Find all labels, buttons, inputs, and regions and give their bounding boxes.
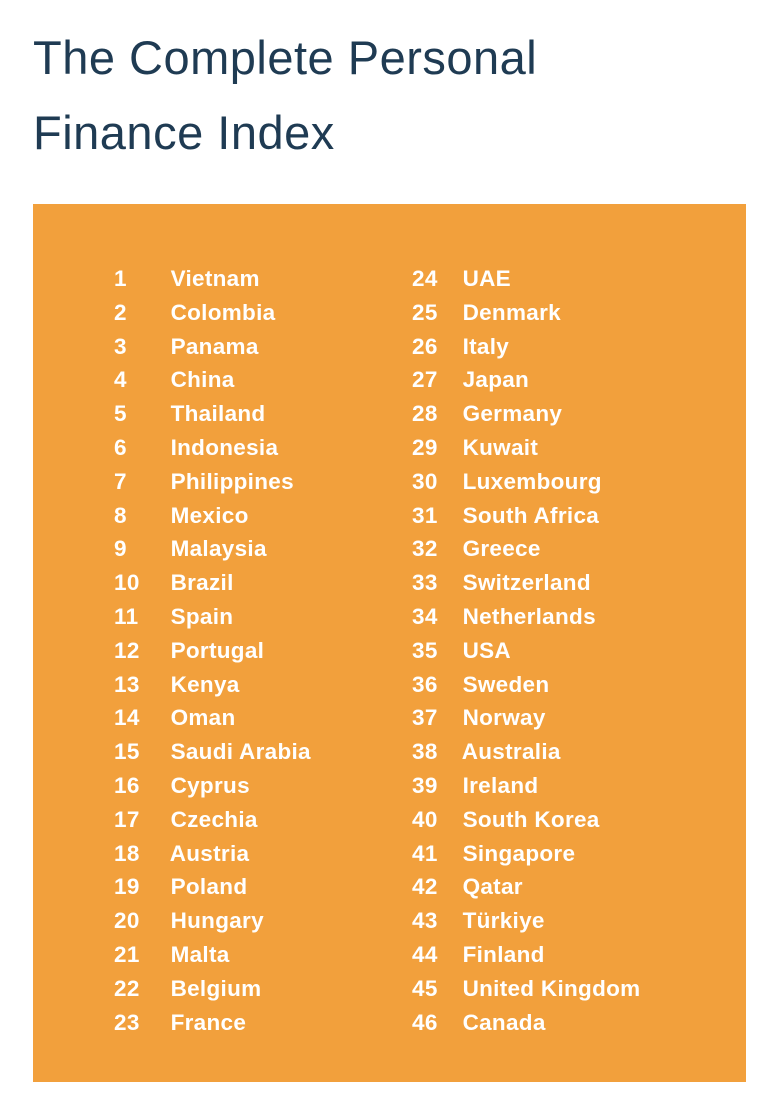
country-name: Poland — [170, 874, 248, 900]
rank-number: 14 — [114, 705, 140, 731]
rank-number: 6 — [114, 434, 127, 460]
rank-number: 23 — [114, 1009, 140, 1035]
list-item — [412, 803, 746, 837]
list-item — [114, 600, 412, 634]
country-name: Greece — [462, 536, 541, 562]
country-name: Australia — [461, 739, 561, 765]
country-name: Türkiye — [462, 908, 545, 934]
country-name: Mexico — [170, 502, 249, 528]
page-title-line-2: Finance Index — [33, 106, 335, 159]
country-name: Austria — [169, 840, 250, 866]
rank-number: 26 — [412, 333, 438, 359]
rank-number: 12 — [114, 637, 140, 663]
list-item — [412, 668, 746, 702]
list-item — [412, 363, 746, 397]
country-name: Italy — [462, 333, 510, 359]
list-item — [114, 1006, 412, 1040]
country-name: Germany — [462, 401, 563, 427]
country-name: China — [170, 367, 235, 393]
country-name: Thailand — [170, 401, 266, 427]
rank-number: 5 — [114, 401, 127, 427]
rank-number: 21 — [114, 941, 140, 967]
country-name: Saudi Arabia — [170, 739, 311, 765]
list-item — [412, 735, 746, 769]
list-item — [114, 634, 412, 668]
rank-number: 8 — [114, 502, 127, 528]
list-item — [412, 634, 746, 668]
list-item — [114, 465, 412, 499]
country-name: Japan — [462, 367, 530, 393]
list-item — [114, 330, 412, 364]
country-name: Colombia — [170, 299, 276, 325]
country-name: Philippines — [170, 468, 294, 494]
list-item — [114, 837, 412, 871]
list-item — [412, 701, 746, 735]
ranking-column-right — [412, 262, 746, 1082]
country-name: Hungary — [170, 908, 264, 934]
list-item — [412, 566, 746, 600]
rank-number: 19 — [114, 874, 140, 900]
list-item — [412, 769, 746, 803]
list-item — [114, 363, 412, 397]
page-title — [33, 20, 780, 170]
country-name: Indonesia — [170, 434, 279, 460]
list-item — [412, 499, 746, 533]
rank-number: 20 — [114, 908, 140, 934]
country-name: Finland — [462, 941, 545, 967]
list-item — [114, 803, 412, 837]
rank-number: 32 — [412, 536, 438, 562]
rank-number: 15 — [114, 739, 140, 765]
country-name: South Africa — [462, 502, 600, 528]
rank-number: 33 — [412, 570, 438, 596]
rank-number: 35 — [412, 637, 438, 663]
rank-number: 41 — [412, 840, 438, 866]
list-item — [412, 397, 746, 431]
country-name: Malaysia — [170, 536, 267, 562]
country-name: Switzerland — [462, 570, 591, 596]
rank-number: 42 — [412, 874, 438, 900]
rank-number: 24 — [412, 266, 438, 291]
list-item — [114, 938, 412, 972]
country-name: Norway — [462, 705, 546, 731]
country-name: Cyprus — [170, 772, 250, 798]
rank-number: 40 — [412, 806, 438, 832]
country-name: United Kingdom — [462, 975, 641, 1001]
page-title-line-1: The Complete Personal — [33, 31, 538, 84]
rank-number: 3 — [114, 333, 127, 359]
country-name: France — [170, 1009, 247, 1035]
list-item — [412, 532, 746, 566]
list-item — [412, 870, 746, 904]
rank-number: 25 — [412, 299, 438, 325]
country-name: Panama — [170, 333, 259, 359]
list-item — [412, 938, 746, 972]
country-name: USA — [462, 637, 511, 663]
rank-number: 38 — [412, 739, 438, 765]
country-name: Belgium — [170, 975, 262, 1001]
rank-number: 36 — [412, 671, 438, 697]
list-item — [114, 769, 412, 803]
country-name: Czechia — [170, 806, 258, 832]
list-item — [412, 330, 746, 364]
country-name: Luxembourg — [462, 468, 602, 494]
ranking-panel — [33, 204, 746, 1082]
country-name: Canada — [462, 1009, 546, 1035]
list-item — [114, 499, 412, 533]
rank-number: 29 — [412, 434, 438, 460]
country-name: Vietnam — [170, 266, 260, 291]
country-name: Kenya — [170, 671, 240, 697]
country-name: Netherlands — [462, 603, 596, 629]
country-name: Portugal — [170, 637, 265, 663]
list-item — [114, 262, 412, 296]
list-item — [114, 870, 412, 904]
list-item — [114, 701, 412, 735]
list-item — [114, 668, 412, 702]
rank-number: 44 — [412, 941, 438, 967]
rank-number: 7 — [114, 468, 127, 494]
list-item — [412, 262, 746, 296]
country-name: Malta — [170, 941, 230, 967]
list-item — [412, 1006, 746, 1040]
country-name: Oman — [170, 705, 236, 731]
list-item — [114, 532, 412, 566]
country-name: Qatar — [462, 874, 523, 900]
list-item — [114, 735, 412, 769]
country-name: Brazil — [170, 570, 234, 596]
country-name: Ireland — [462, 772, 539, 798]
country-name: UAE — [462, 266, 511, 291]
rank-number: 30 — [412, 468, 438, 494]
rank-number: 39 — [412, 772, 438, 798]
rank-number: 16 — [114, 772, 140, 798]
list-item — [412, 600, 746, 634]
country-name: Sweden — [462, 671, 550, 697]
list-item — [114, 296, 412, 330]
list-item — [412, 296, 746, 330]
list-item — [412, 972, 746, 1006]
list-item — [114, 904, 412, 938]
rank-number: 45 — [412, 975, 438, 1001]
rank-number: 46 — [412, 1009, 438, 1035]
list-item — [412, 837, 746, 871]
rank-number: 31 — [412, 502, 438, 528]
list-item — [114, 431, 412, 465]
rank-number: 2 — [114, 299, 127, 325]
rank-number: 22 — [114, 975, 140, 1001]
ranking-column-left — [33, 262, 412, 1082]
rank-number: 11 — [114, 603, 139, 629]
country-name: Spain — [170, 603, 234, 629]
rank-number: 28 — [412, 401, 438, 427]
rank-number: 18 — [114, 840, 140, 866]
country-name: Kuwait — [462, 434, 539, 460]
list-item — [114, 566, 412, 600]
list-item — [114, 397, 412, 431]
rank-number: 10 — [114, 570, 140, 596]
rank-number: 13 — [114, 671, 140, 697]
rank-number: 9 — [114, 536, 127, 562]
country-name: South Korea — [462, 806, 600, 832]
country-name: Denmark — [462, 299, 561, 325]
rank-number: 1 — [114, 266, 127, 291]
list-item — [412, 904, 746, 938]
rank-number: 34 — [412, 603, 438, 629]
rank-number: 37 — [412, 705, 438, 731]
country-name: Singapore — [462, 840, 576, 866]
list-item — [114, 972, 412, 1006]
rank-number: 27 — [412, 367, 438, 393]
list-item — [412, 431, 746, 465]
rank-number: 4 — [114, 367, 127, 393]
rank-number: 43 — [412, 908, 438, 934]
list-item — [412, 465, 746, 499]
rank-number: 17 — [114, 806, 140, 832]
